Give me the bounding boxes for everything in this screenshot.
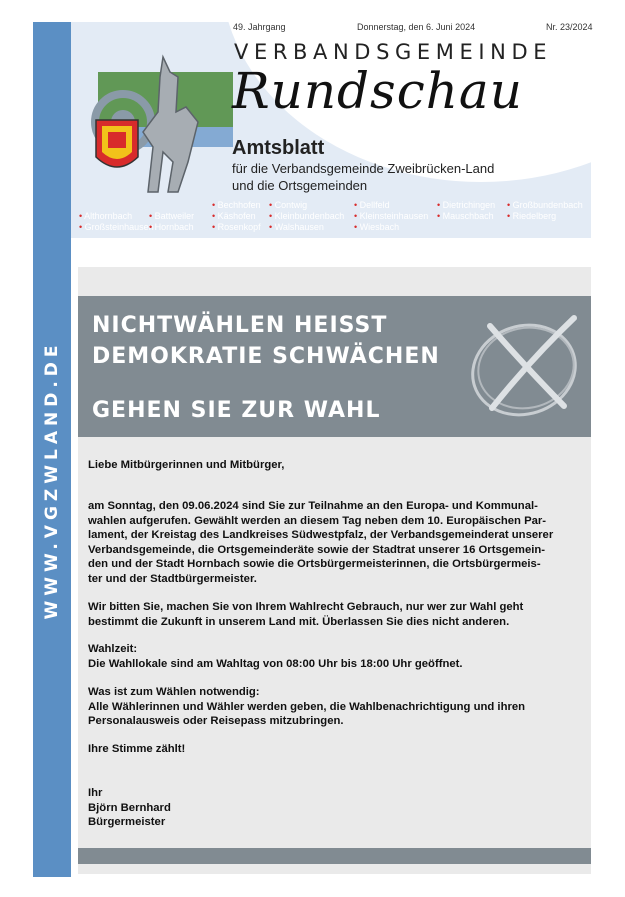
subtitle-line-2: und die Ortsgemeinden <box>232 178 368 193</box>
wahlzeit-text: Die Wahllokale sind am Wahltag von 08:00 Uhr bis 18:00 Uhr geöffnet. <box>88 657 463 670</box>
subtitle-line-1: für die Verbandsgemeinde Zweibrücken-Land <box>232 161 495 176</box>
wahlzeit-section <box>88 642 463 671</box>
village-item: • Käshofen <box>212 211 261 222</box>
requirements-label: Was ist zum Wählen notwendig: <box>88 686 260 698</box>
village-column-4 <box>269 200 344 233</box>
text-line: Personalausweis oder Reisepass mitzubringen. <box>88 715 344 728</box>
municipal-emblem-icon <box>88 52 238 202</box>
village-item: • Mauschbach <box>437 211 495 222</box>
ballot-cross-icon <box>462 308 587 426</box>
issue-date: Donnerstag, den 6. Juni 2024 <box>357 22 476 32</box>
text-line: wahlen aufgerufen. Gewählt werden an diesem Tag neben dem 10. Europäischen Par- <box>88 514 547 527</box>
village-column-5 <box>354 200 428 233</box>
website-url[interactable]: WWW.VGZWLAND.DE <box>42 340 62 620</box>
villages-bar <box>71 199 591 237</box>
text-line: Verbandsgemeinde, die Ortsgemeinderäte sowie der Stadtrat unserer 16 Ortsgemein- <box>88 543 546 556</box>
signature-name: Björn Bernhard <box>88 801 171 814</box>
edition-label: 49. Jahrgang <box>233 22 286 32</box>
closing-line: Ihre Stimme zählt! <box>88 743 186 755</box>
village-item: • Großsteinhausen <box>79 222 154 233</box>
village-column-2 <box>149 211 194 233</box>
text-line: den und der Stadt Hornbach sowie die Ortsbürgermeisterinnen, die Ortsbürgermeis- <box>88 558 541 571</box>
village-item: • Riedelberg <box>507 211 583 222</box>
amtsblatt-heading: Amtsblatt <box>232 137 325 159</box>
banner-heading-line-2: DEMOKRATIE SCHWÄCHEN <box>92 344 440 369</box>
village-item: • Bechhofen <box>212 200 261 211</box>
village-item: • Battweiler <box>149 211 194 222</box>
text-line: bestimmt die Zukunft in unserem Land mit. Überlassen Sie dies nicht anderen. <box>88 615 510 628</box>
village-item: • Contwig <box>269 200 344 211</box>
banner-heading-line-3: GEHEN SIE ZUR WAHL <box>92 398 381 423</box>
requirements-section <box>88 685 525 729</box>
text-line: Wir bitten Sie, machen Sie von Ihrem Wahlrecht Gebrauch, nur wer zur Wahl geht <box>88 601 524 613</box>
village-item: • Hornbach <box>149 222 194 233</box>
letter-salutation: Liebe Mitbürgerinnen und Mitbürger, <box>88 459 285 471</box>
text-line: ter und der Stadtbürgermeister. <box>88 572 257 585</box>
letter-paragraph-2 <box>88 600 523 629</box>
village-item: • Althornbach <box>79 211 154 222</box>
footer-bar <box>78 848 591 864</box>
village-item: • Dietrichingen <box>437 200 495 211</box>
banner-heading-line-1: NICHTWÄHLEN HEISST <box>92 313 388 338</box>
village-item: • Wiesbach <box>354 222 428 233</box>
village-column-3 <box>212 200 261 233</box>
signature-block <box>88 786 171 830</box>
letter-paragraph-1 <box>88 499 553 587</box>
signature-ihr: Ihr <box>88 787 103 799</box>
text-line: am Sonntag, den 09.06.2024 sind Sie zur Teilnahme an den Europa- und Kommunal- <box>88 500 538 512</box>
text-line: lament, der Kreistag des Landkreises Südwestpfalz, der Verbandsgemeinderat unserer <box>88 529 554 542</box>
village-item: • Kleinbundenbach <box>269 211 344 222</box>
signature-title: Bürgermeister <box>88 816 166 829</box>
village-item: • Walshausen <box>269 222 344 233</box>
village-item: • Rosenkopf <box>212 222 261 233</box>
publisher-title: VERBANDSGEMEINDE <box>234 40 553 64</box>
village-item: • Dellfeld <box>354 200 428 211</box>
wahlzeit-label: Wahlzeit: <box>88 643 138 655</box>
village-item: • Großbundenbach <box>507 200 583 211</box>
issue-number: Nr. 23/2024 <box>546 22 593 32</box>
village-column-6 <box>437 200 495 222</box>
village-column-7 <box>507 200 583 222</box>
newspaper-title: Rundschau <box>232 62 523 120</box>
village-column-1 <box>79 211 154 233</box>
text-line: Alle Wählerinnen und Wähler werden geben, die Wahlbenachrichtigung und ihren <box>88 700 526 713</box>
village-item: • Kleinsteinhausen <box>354 211 428 222</box>
